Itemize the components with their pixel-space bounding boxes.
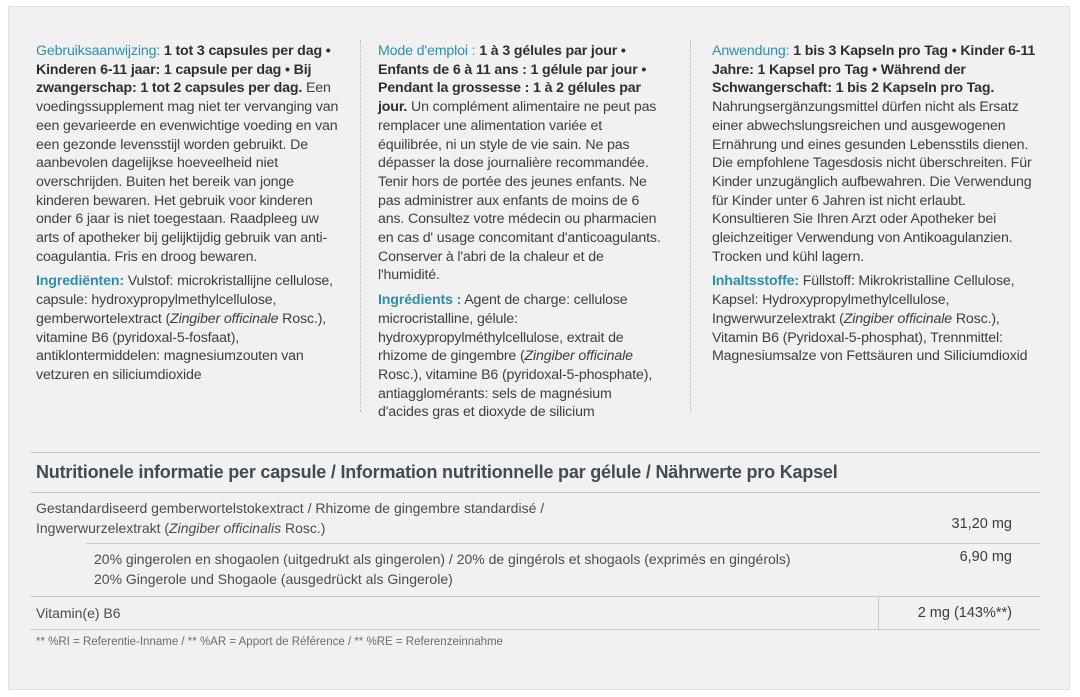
table-vertical-rule <box>878 597 879 629</box>
usage-text-nl: Een voedingssupplement mag niet ter vervanging van een gevarieerde en evenwichtige voeding en van een gezonde levensstijl worden gebruikt. De aanbevolen dagelijkse hoeveelheid niet overschrijden. Buiten het bereik van jonge kinderen bewaren. Het gebruik voor kinderen onder 6 jaar is niet toegestaan. Raadpleeg uw arts of apotheker bij gelijktijdig gebruik van anti-coagulantia. Fris en droog bewaren. <box>36 80 339 265</box>
section-divider <box>30 452 1040 453</box>
gingerol-label-line2: 20% Gingerole und Shogaole (ausgedrückt als Gingerole) <box>94 571 453 587</box>
ingredients-label-nl: Ingrediënten: <box>36 273 124 290</box>
ingredients-text-nl-end: Rosc.), vitamine B6 (pyridoxal-5-fosfaat), antiklontermiddelen: magnesiumzouten van vetzuren en siliciumdioxide <box>36 310 327 383</box>
ingredients-text-de-end: Rosc.), Vitamin B6 (Pyridoxal-5-phosphat), Trennmittel: Magnesiumsalze von Fettsäuren und Siliciumdioxid <box>712 310 1028 365</box>
extract-label-latin: Zingiber officinalis <box>169 520 282 536</box>
column-dutch <box>36 42 340 391</box>
ingredients-paragraph-de <box>712 272 1038 366</box>
usage-text-de: Nahrungsergänzungsmittel dürfen nicht als Ersatz einer abwechslungsreichen und ausgewogenen Ernährung und eines gesunden Lebensstils dienen. Die empfohlene Tagesdosis nicht überschreiten. Für Kinder unzugänglich aufbewahren. Die Verwendung für Kinder unter 6 Jahren ist nicht erlaubt. Konsultieren Sie Ihren Arzt oder Apotheker bei gleichzeitiger Verwendung von Antikoagulanzien. Trocken und kühl lagern. <box>712 99 1032 265</box>
column-german <box>712 42 1038 372</box>
usage-dosage-de: 1 bis 3 Kapseln pro Tag • Kinder 6-11 Jahre: 1 Kapsel pro Tag • Während der Schwangerschaft: 1 bis 2 Kapseln pro Tag. <box>712 43 1036 97</box>
extract-value: 31,20 mg <box>951 516 1012 532</box>
usage-text-fr: Un complément alimentaire ne peut pas remplacer une alimentation variée et équilibrée, ni un style de vie sain. Ne pas dépasser la dose journalière recommandée. Tenir hors de portée des jeunes enfants. Ne pas administrer aux enfants de moins de 6 ans. Consultez votre médecin ou pharmacien en cas d' usage concomitant d'anticoagulants. Conserver à l'abri de la chaleur et de l'humidité. <box>378 99 661 284</box>
table-rule <box>86 543 1040 544</box>
usage-paragraph-nl <box>36 42 340 266</box>
usage-label-de: Anwendung: <box>712 43 790 59</box>
vitamin-b6-value: 2 mg (143%**) <box>917 605 1012 621</box>
ingredients-paragraph-nl <box>36 272 340 384</box>
usage-dosage-fr: 1 à 3 gélules par jour • Enfants de 6 à 11 ans : 1 gélule par jour • Pendant la grossesse : 1 à 2 gélules par jour. <box>378 43 647 116</box>
ingredients-text-nl: Vulstof: microkristallijne cellulose, capsule: hydroxypropylmethylcellulose, gemberwortelextract ( <box>36 273 333 327</box>
ingredients-text-de: Füllstoff: Mikrokristalline Cellulose, Kapsel: Hydroxypropylmethylcellulose, Ingwerwurzelextrakt ( <box>712 273 1015 327</box>
footnote: ** %RI = Referentie-Inname / ** %AR = Apport de Référence / ** %RE = Referenzeinnahme <box>36 636 503 648</box>
column-french <box>378 42 664 428</box>
ingredients-latin-de: Zingiber officinale <box>843 310 953 327</box>
extract-label-line2 <box>36 520 325 536</box>
table-rule <box>30 629 1040 630</box>
vitamin-b6-label: Vitamin(e) B6 <box>36 605 121 621</box>
table-rule <box>30 492 1040 493</box>
ingredients-label-fr: Ingrédients : <box>378 292 462 309</box>
usage-paragraph-fr <box>378 42 664 285</box>
ingredients-text-fr-end: Rosc.), vitamine B6 (pyridoxal-5-phosphate), antiagglomérants: sels de magnésium d'acides gras et dioxyde de silicium <box>378 366 653 421</box>
extract-label-line2b: Rosc.) <box>281 520 326 536</box>
ingredients-label-de: Inhaltsstoffe: <box>712 273 799 290</box>
ingredients-latin-nl: Zingiber officinale <box>170 310 279 327</box>
gingerol-label-line1: 20% gingerolen en shogaolen (uitgedrukt als gingerolen) / 20% de gingérols et shogaols (exprimés en gingérols) <box>94 551 791 567</box>
column-separator <box>690 40 691 412</box>
extract-label-line2a: Ingwerwurzelextrakt ( <box>36 520 170 536</box>
extract-label-line1: Gestandardiseerd gemberwortelstokextract / Rhizome de gingembre standardisé / <box>36 500 545 516</box>
usage-dosage-nl: 1 tot 3 capsules per dag • Kinderen 6-11 jaar: 1 capsule per dag • Bij zwangerschap: 1 tot 2 capsules per dag. <box>36 43 331 97</box>
usage-paragraph-de <box>712 42 1038 266</box>
ingredients-latin-fr: Zingiber officinale <box>524 348 633 365</box>
usage-label-fr: Mode d'emploi : <box>378 43 476 59</box>
gingerol-value: 6,90 mg <box>959 549 1012 565</box>
ingredients-text-fr: Agent de charge: cellulose microcristalline, gélule: hydroxypropylméthylcellulose, extrait de rhizome de gingembre ( <box>378 292 628 365</box>
nutrition-title: Nutritionele informatie per capsule / Information nutritionnelle par gélule / Nährwerte pro Kapsel <box>36 462 838 482</box>
ingredients-paragraph-fr <box>378 291 664 422</box>
usage-label-nl: Gebruiksaanwijzing: <box>36 43 161 59</box>
column-separator <box>360 40 361 412</box>
table-rule <box>30 596 1040 597</box>
